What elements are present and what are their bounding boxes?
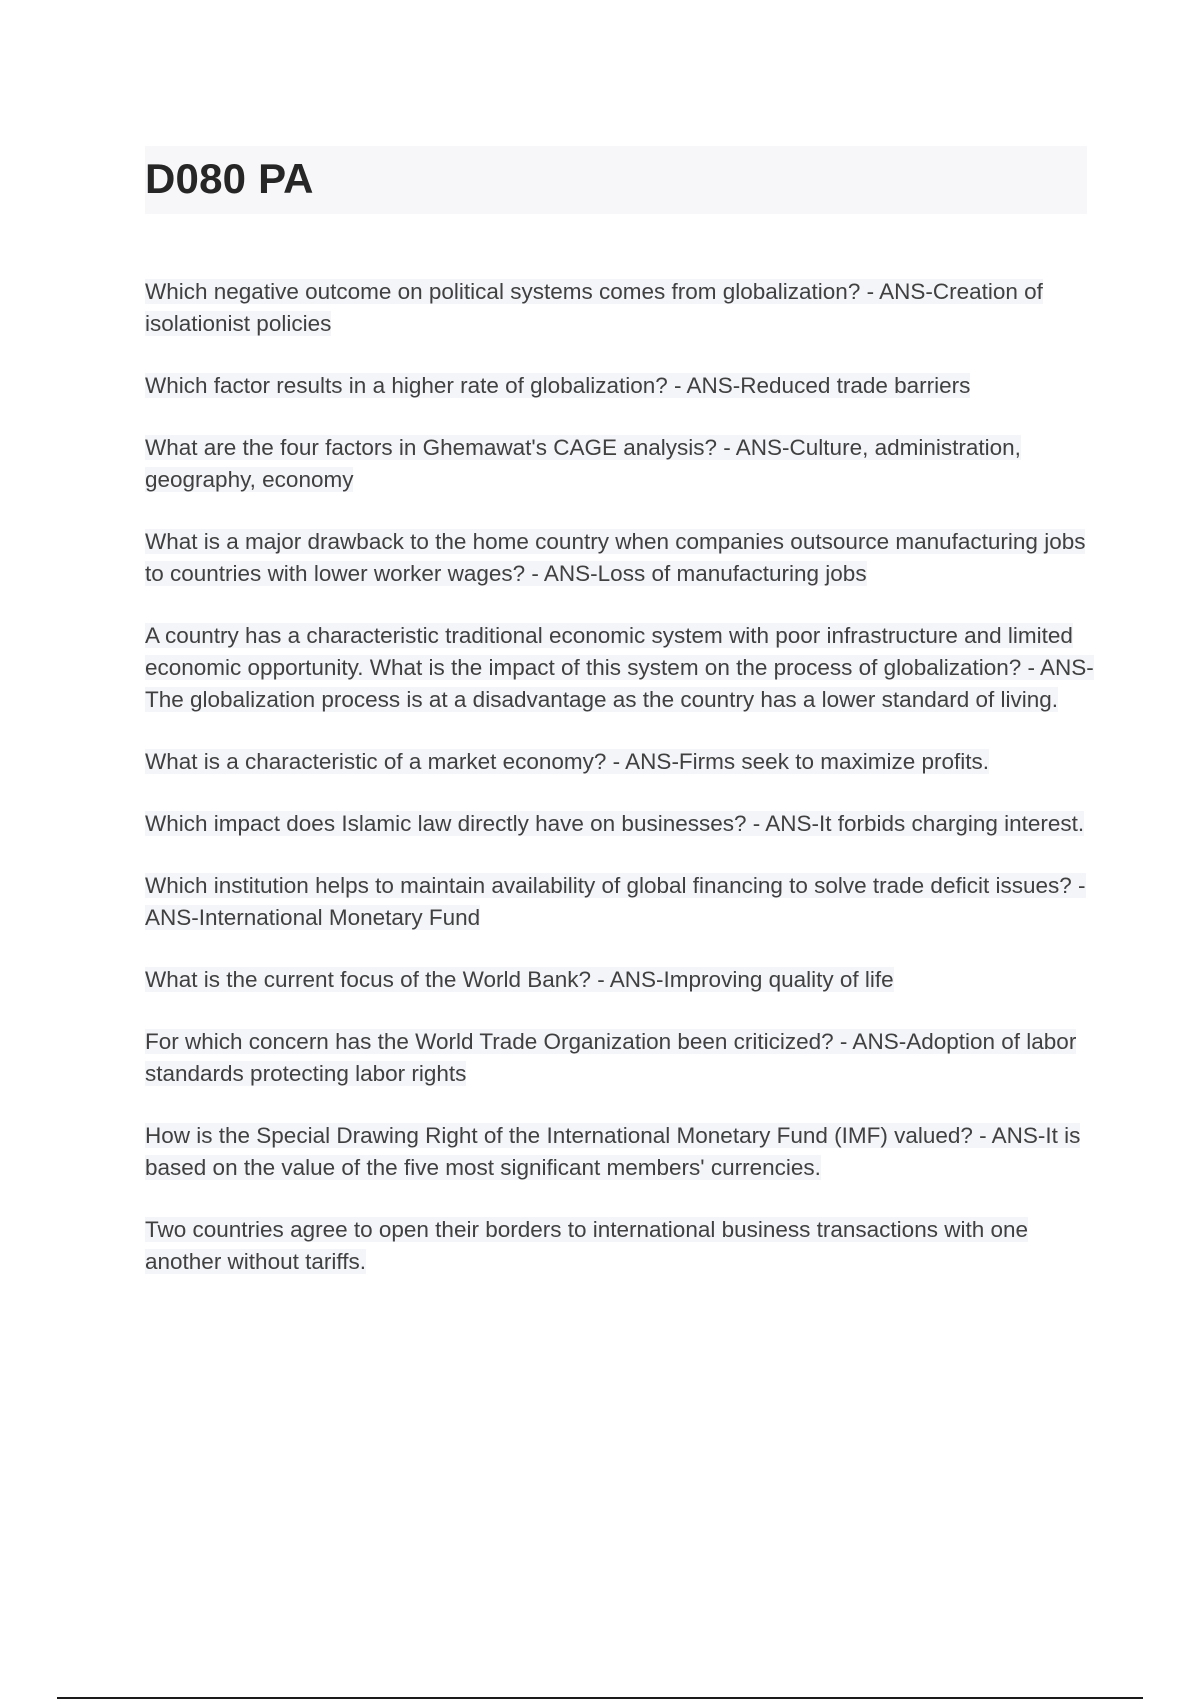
qa-item bbox=[145, 964, 1095, 996]
qa-text: For which concern has the World Trade Organization been criticized? - ANS-Adoption of labor standards protecting labor rights bbox=[145, 1029, 1077, 1086]
qa-item bbox=[145, 870, 1095, 934]
qa-text: Which negative outcome on political systems comes from globalization? - ANS-Creation of isolationist policies bbox=[145, 279, 1043, 336]
qa-item bbox=[145, 1120, 1095, 1184]
qa-item bbox=[145, 1214, 1095, 1278]
qa-item bbox=[145, 526, 1095, 590]
qa-text: A country has a characteristic traditional economic system with poor infrastructure and limited economic opportunity. What is the impact of this system on the process of globalization? - ANS-The globalization process is at a disadvantage as the country has a lower standard of living. bbox=[145, 623, 1094, 712]
qa-text: Which factor results in a higher rate of globalization? - ANS-Reduced trade barriers bbox=[145, 373, 971, 398]
qa-text: What is the current focus of the World Bank? - ANS-Improving quality of life bbox=[145, 967, 894, 992]
qa-list bbox=[145, 276, 1095, 1308]
qa-text: What is a characteristic of a market economy? - ANS-Firms seek to maximize profits. bbox=[145, 749, 989, 774]
qa-text: Which impact does Islamic law directly have on businesses? - ANS-It forbids charging interest. bbox=[145, 811, 1085, 836]
page-title: D080 PA bbox=[145, 155, 314, 202]
qa-text: Which institution helps to maintain availability of global financing to solve trade deficit issues? - ANS-International Monetary Fund bbox=[145, 873, 1086, 930]
qa-item bbox=[145, 432, 1095, 496]
qa-item bbox=[145, 620, 1095, 716]
qa-item bbox=[145, 746, 1095, 778]
qa-item bbox=[145, 1026, 1095, 1090]
qa-text: Two countries agree to open their borders to international business transactions with one another without tariffs. bbox=[145, 1217, 1029, 1274]
qa-text: What is a major drawback to the home country when companies outsource manufacturing jobs to countries with lower worker wages? - ANS-Loss of manufacturing jobs bbox=[145, 529, 1086, 586]
qa-item bbox=[145, 370, 1095, 402]
qa-item bbox=[145, 808, 1095, 840]
qa-item bbox=[145, 276, 1095, 340]
page-bottom-divider bbox=[57, 1697, 1143, 1699]
title-bar bbox=[145, 146, 1087, 214]
qa-text: What are the four factors in Ghemawat's CAGE analysis? - ANS-Culture, administration, geography, economy bbox=[145, 435, 1021, 492]
qa-text: How is the Special Drawing Right of the International Monetary Fund (IMF) valued? - ANS-It is based on the value of the five most significant members' currencies. bbox=[145, 1123, 1081, 1180]
